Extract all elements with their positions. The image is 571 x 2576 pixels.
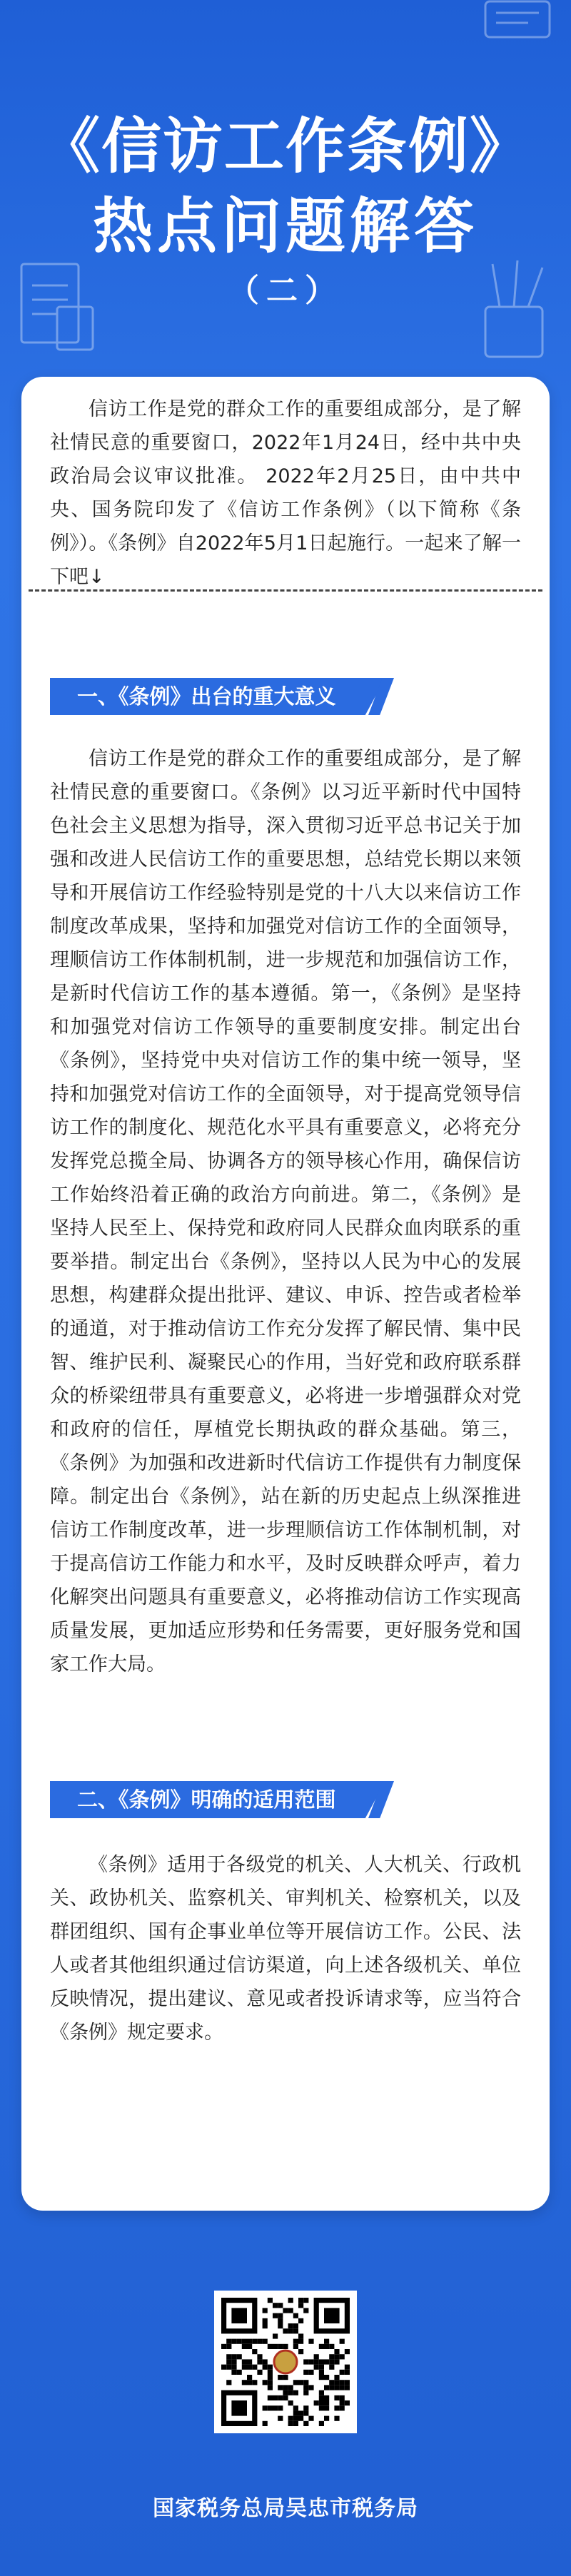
qr-code <box>214 2291 357 2433</box>
section-1-body: 信访工作是党的群众工作的重要组成部分，是了解社情民意的重要窗口。《条例》以习近平新时代中国特色社会主义思想为指导，深入贯彻习近平总书记关于加强和改进人民信访工作的重要思想，总结党长期以来领导和开展信访工作经验特别是党的十八大以来信访工作制度改革成果，坚持和加强党对信访工作的全面领导，理顺信访工作体制机制，进一步规范和加强信访工作，是新时代信访工作的基本遵循。第一，《条例》是坚持和加强党对信访工作领导的重要制度安排。制定出台《条例》，坚持党中央对信访工作的集中统一领导，坚持和加强党对信访工作的全面领导，对于提高党领导信访工作的制度化、规范化水平具有重要意义，必将充分发挥党总揽全局、协调各方的领导核心作用，确保信访工作始终沿着正确的政治方向前进。第二，《条例》是坚持人民至上、保持党和政府同人民群众血肉联系的重要举措。制定出台《条例》，坚持以人民为中心的发展思想，构建群众提出批评、建议、申诉、控告或者检举的通道，对于推动信访工作充分发挥了解民情、集中民智、维护民利、凝聚民心的作用，当好党和政府联系群众的桥梁纽带具有重要意义，必将进一步增强群众对党和政府的信任，厚植党长期执政的群众基础。第三，《条例》为加强和改进新时代信访工作提供有力制度保障。制定出台《条例》，站在新的历史起点上纵深推进信访工作制度改革，进一步理顺信访工作体制机制，对于提高信访工作能力和水平，及时反映群众呼声，着力化解突出问题具有重要意义，必将推动信访工作实现高质量发展，更加适应形势和任务需要，更好服务党和国家工作大局。 <box>50 748 521 1675</box>
footer-organization: 国家税务总局吴忠市税务局 <box>153 2496 418 2521</box>
title-line-2: 热点问题解答 <box>92 191 478 261</box>
title-line-1: 《信访工作条例》 <box>39 111 531 181</box>
section-2-heading <box>50 1781 400 1818</box>
intro-paragraph: 信访工作是党的群众工作的重要组成部分，是了解社情民意的重要窗口，2022年1月24日，经中共中央政治局会议审议批准。 2022年2月25日，由中共中央、国务院印发了《信访工作条例》（以下简称《条例》）。《条例》自2022年5月1日起施行。一起来了解一下吧↓ <box>50 398 521 588</box>
section-1-title: 一、《条例》出台的重大意义 <box>77 684 336 709</box>
chat-bubble-icon <box>478 0 557 50</box>
section-2-body: 《条例》适用于各级党的机关、人大机关、行政机关、政协机关、监察机关、审判机关、检察机关，以及群团组织、国有企事业单位等开展信访工作。公民、法人或者其他组织通过信访渠道，向上述各级机关、单位反映情况，提出建议、意见或者投诉请求等，应当符合《条例》规定要求。 <box>50 1854 521 2044</box>
header <box>0 107 571 314</box>
title-line-3: （二） <box>228 273 343 309</box>
qr-code-icon <box>221 2298 350 2426</box>
section-2-title: 二、《条例》明确的适用范围 <box>77 1788 336 1812</box>
dashed-divider <box>29 589 542 592</box>
section-1-heading <box>50 678 400 715</box>
